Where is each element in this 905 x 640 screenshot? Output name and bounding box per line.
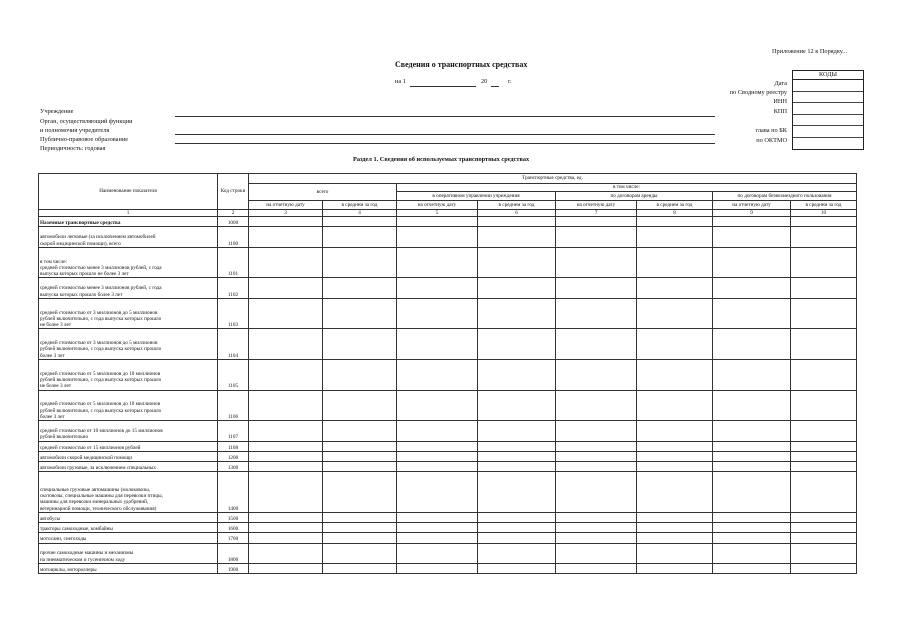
value-cell[interactable] xyxy=(713,217,791,227)
sub-header-date: на отчетную дату xyxy=(397,201,478,210)
codes-label-kpp: КПП xyxy=(773,108,787,115)
column-number: 8 xyxy=(637,210,713,217)
value-cell[interactable] xyxy=(323,360,397,391)
value-cell[interactable] xyxy=(713,533,791,543)
value-cell[interactable] xyxy=(323,421,397,441)
value-cell[interactable] xyxy=(249,217,323,227)
row-label-line: рублей включительно xyxy=(40,434,89,441)
column-number: 1 xyxy=(39,210,218,217)
row-label-line: средней стоимостью менее 3 миллионов рублей, с года xyxy=(40,285,162,292)
value-cell[interactable] xyxy=(791,217,857,227)
codes-title: КОДЫ xyxy=(793,71,863,80)
value-cell[interactable] xyxy=(556,217,637,227)
authority-field[interactable] xyxy=(175,134,715,135)
value-cell[interactable] xyxy=(791,441,857,451)
value-cell[interactable] xyxy=(478,472,556,513)
row-label xyxy=(39,421,218,441)
row-code: 1200 xyxy=(218,451,249,461)
row-label-line: прочие самоходные машины и механизмы xyxy=(40,550,134,557)
value-cell[interactable] xyxy=(478,543,556,563)
value-cell[interactable] xyxy=(397,227,478,247)
row-label xyxy=(39,451,218,461)
value-cell[interactable] xyxy=(397,329,478,360)
value-cell[interactable] xyxy=(478,451,556,461)
code-cell-registry[interactable] xyxy=(793,92,863,104)
value-cell[interactable] xyxy=(323,278,397,298)
column-number: 10 xyxy=(791,210,857,217)
row-label xyxy=(39,533,218,543)
row-label-line: выпуска которых прошло более 3 лет xyxy=(40,291,123,298)
row-label xyxy=(39,217,218,227)
code-cell-inn[interactable] xyxy=(793,103,863,115)
value-cell[interactable] xyxy=(323,523,397,533)
row-label xyxy=(39,278,218,298)
row-code: 1900 xyxy=(218,563,249,573)
value-cell[interactable] xyxy=(637,360,713,391)
value-cell[interactable] xyxy=(478,563,556,573)
codes-label-bk: глава по БК xyxy=(755,127,787,134)
sub-header-avg: в среднем за год xyxy=(478,201,556,210)
table-row xyxy=(39,533,857,543)
value-cell[interactable] xyxy=(637,278,713,298)
value-cell[interactable] xyxy=(323,390,397,421)
row-code: 1600 xyxy=(218,523,249,533)
row-label-line: средней стоимостью от 5 миллионов до 10 миллионов xyxy=(40,401,161,408)
value-cell[interactable] xyxy=(478,217,556,227)
value-cell[interactable] xyxy=(397,421,478,441)
legal-entity-label: Публично-правовое образование xyxy=(40,136,128,143)
row-code: 1106 xyxy=(218,390,249,421)
value-cell[interactable] xyxy=(478,421,556,441)
value-cell[interactable] xyxy=(249,227,323,247)
value-cell[interactable] xyxy=(713,563,791,573)
row-code: 1102 xyxy=(218,278,249,298)
value-cell[interactable] xyxy=(323,217,397,227)
value-cell[interactable] xyxy=(249,421,323,441)
date-prefix: на 1 xyxy=(395,78,406,85)
value-cell[interactable] xyxy=(249,298,323,329)
value-cell[interactable] xyxy=(397,533,478,543)
transport-table xyxy=(38,173,857,574)
value-cell[interactable] xyxy=(791,462,857,472)
row-label xyxy=(39,512,218,522)
value-cell[interactable] xyxy=(556,523,637,533)
value-cell[interactable] xyxy=(637,298,713,329)
value-cell[interactable] xyxy=(397,298,478,329)
value-cell[interactable] xyxy=(556,329,637,360)
value-cell[interactable] xyxy=(397,278,478,298)
value-cell[interactable] xyxy=(713,227,791,247)
value-cell[interactable] xyxy=(637,462,713,472)
sub-header-date: на отчетную дату xyxy=(556,201,637,210)
value-cell[interactable] xyxy=(556,278,637,298)
row-label xyxy=(39,329,218,360)
value-cell[interactable] xyxy=(637,227,713,247)
value-cell[interactable] xyxy=(556,441,637,451)
value-cell[interactable] xyxy=(791,247,857,278)
table-row xyxy=(39,360,857,391)
value-cell[interactable] xyxy=(478,329,556,360)
row-label-line: тракторы самоходные, комбайны xyxy=(40,526,113,533)
value-cell[interactable] xyxy=(397,543,478,563)
row-code: 1500 xyxy=(218,512,249,522)
codes-label-inn: ИНН xyxy=(773,98,787,105)
value-cell[interactable] xyxy=(713,298,791,329)
total-header: всего xyxy=(249,184,397,201)
row-label xyxy=(39,360,218,391)
value-cell[interactable] xyxy=(556,462,637,472)
table-row xyxy=(39,462,857,472)
row-label-line: машины для перевозки минеральных удобрений, xyxy=(40,499,149,506)
value-cell[interactable] xyxy=(323,451,397,461)
institution-label: Учреждение xyxy=(40,108,74,115)
legal-entity-field[interactable] xyxy=(175,143,715,144)
group-header-lease: по договорам аренды xyxy=(556,192,713,201)
value-cell[interactable] xyxy=(397,360,478,391)
row-code: 1101 xyxy=(218,247,249,278)
value-cell[interactable] xyxy=(249,563,323,573)
value-cell[interactable] xyxy=(556,512,637,522)
value-cell[interactable] xyxy=(556,533,637,543)
section-title: Раздел 1. Сведения об используемых транспортных средствах xyxy=(353,156,530,163)
page-title: Сведения о транспортных средствах xyxy=(395,60,528,69)
value-cell[interactable] xyxy=(323,512,397,522)
value-cell[interactable] xyxy=(249,247,323,278)
sub-header-avg: в среднем за год xyxy=(791,201,857,210)
value-cell[interactable] xyxy=(791,227,857,247)
value-cell[interactable] xyxy=(249,472,323,513)
row-code: 1104 xyxy=(218,329,249,360)
value-cell[interactable] xyxy=(397,247,478,278)
value-cell[interactable] xyxy=(556,227,637,247)
row-label xyxy=(39,523,218,533)
row-code: 1000 xyxy=(218,217,249,227)
row-label-line: мотосани, снегоходы xyxy=(40,536,87,543)
table-row xyxy=(39,451,857,461)
value-cell[interactable] xyxy=(637,390,713,421)
row-label-line: на пневматическом и гусеничном ходу xyxy=(40,556,126,563)
value-cell[interactable] xyxy=(323,533,397,543)
value-cell[interactable] xyxy=(397,523,478,533)
value-cell[interactable] xyxy=(249,441,323,451)
value-cell[interactable] xyxy=(791,543,857,563)
col-name-header: Наименование показателя xyxy=(39,174,218,210)
date-day-month-blank[interactable] xyxy=(410,86,476,87)
date-year-label: 20 xyxy=(481,78,488,85)
value-cell[interactable] xyxy=(397,441,478,451)
value-cell[interactable] xyxy=(556,360,637,391)
row-label xyxy=(39,390,218,421)
value-cell[interactable] xyxy=(323,329,397,360)
row-label-line: не более 3 лет xyxy=(40,383,72,390)
value-cell[interactable] xyxy=(478,227,556,247)
row-code: 1103 xyxy=(218,298,249,329)
sub-header-date: на отчетную дату xyxy=(249,201,323,210)
table-row xyxy=(39,563,857,573)
row-code: 1100 xyxy=(218,227,249,247)
row-label-line: средней стоимостью от 15 миллионов рублей xyxy=(40,444,141,451)
row-label-line: не более 3 лет xyxy=(40,322,72,329)
value-cell[interactable] xyxy=(323,563,397,573)
column-number: 5 xyxy=(397,210,478,217)
value-cell[interactable] xyxy=(478,247,556,278)
value-cell[interactable] xyxy=(323,472,397,513)
value-cell[interactable] xyxy=(323,543,397,563)
value-cell[interactable] xyxy=(478,441,556,451)
column-number: 6 xyxy=(478,210,556,217)
value-cell[interactable] xyxy=(556,543,637,563)
value-cell[interactable] xyxy=(713,421,791,441)
value-cell[interactable] xyxy=(249,523,323,533)
table-row xyxy=(39,278,857,298)
value-cell[interactable] xyxy=(713,329,791,360)
row-label xyxy=(39,462,218,472)
transport-header: Транспортные средства, ед. xyxy=(249,174,857,184)
row-label-line: Наземные транспортные средства xyxy=(40,220,121,227)
authority-label-1: Орган, осуществляющий функции xyxy=(40,118,133,125)
value-cell[interactable] xyxy=(637,533,713,543)
row-label-line: средней стоимостью менее 3 миллионов рублей, с года xyxy=(40,264,162,271)
sub-header-avg: в среднем за год xyxy=(323,201,397,210)
table-row xyxy=(39,217,857,227)
value-cell[interactable] xyxy=(637,543,713,563)
value-cell[interactable] xyxy=(323,441,397,451)
code-cell-date[interactable] xyxy=(793,80,863,92)
value-cell[interactable] xyxy=(637,217,713,227)
row-label xyxy=(39,563,218,573)
value-cell[interactable] xyxy=(556,472,637,513)
row-label xyxy=(39,472,218,513)
value-cell[interactable] xyxy=(397,462,478,472)
value-cell[interactable] xyxy=(637,421,713,441)
code-cell-bk[interactable] xyxy=(793,126,863,138)
table-row xyxy=(39,298,857,329)
value-cell[interactable] xyxy=(713,247,791,278)
value-cell[interactable] xyxy=(791,421,857,441)
row-label-line: выпуска которых прошло не более 3 лет xyxy=(40,271,129,278)
value-cell[interactable] xyxy=(556,247,637,278)
codes-label-date: Дата xyxy=(774,80,787,87)
appendix-note: Приложение 12 к Порядку... xyxy=(772,48,848,55)
table-row xyxy=(39,523,857,533)
table-row xyxy=(39,247,857,278)
authority-label-2: и полномочия учредителя xyxy=(40,127,110,134)
value-cell[interactable] xyxy=(713,512,791,522)
table-row xyxy=(39,421,857,441)
row-code: 1105 xyxy=(218,360,249,391)
row-code: 1700 xyxy=(218,533,249,543)
row-label-line: рублей включительно, с года выпуска которых прошло xyxy=(40,407,162,414)
table-row xyxy=(39,390,857,421)
value-cell[interactable] xyxy=(791,390,857,421)
date-year-blank[interactable] xyxy=(491,86,499,87)
value-cell[interactable] xyxy=(637,441,713,451)
row-label-line: ветеринарной помощи, технического обслуживания) xyxy=(40,505,157,512)
row-label-line: более 3 лет xyxy=(40,352,65,359)
value-cell[interactable] xyxy=(713,472,791,513)
column-number: 2 xyxy=(218,210,249,217)
value-cell[interactable] xyxy=(249,390,323,421)
col-code-header: Код строки xyxy=(218,174,249,210)
row-label xyxy=(39,441,218,451)
value-cell[interactable] xyxy=(637,523,713,533)
value-cell[interactable] xyxy=(249,462,323,472)
value-cell[interactable] xyxy=(637,451,713,461)
code-cell-kpp[interactable] xyxy=(793,115,863,127)
value-cell[interactable] xyxy=(249,512,323,522)
value-cell[interactable] xyxy=(323,247,397,278)
row-label-line: в том числе: xyxy=(40,258,68,265)
value-cell[interactable] xyxy=(637,472,713,513)
value-cell[interactable] xyxy=(249,360,323,391)
value-cell[interactable] xyxy=(713,523,791,533)
value-cell[interactable] xyxy=(478,278,556,298)
value-cell[interactable] xyxy=(713,278,791,298)
column-number: 3 xyxy=(249,210,323,217)
value-cell[interactable] xyxy=(478,360,556,391)
value-cell[interactable] xyxy=(713,543,791,563)
value-cell[interactable] xyxy=(637,247,713,278)
value-cell[interactable] xyxy=(637,329,713,360)
row-label xyxy=(39,247,218,278)
row-label-line: более 3 лет xyxy=(40,413,65,420)
value-cell[interactable] xyxy=(713,462,791,472)
value-cell[interactable] xyxy=(249,543,323,563)
value-cell[interactable] xyxy=(713,360,791,391)
row-label-line: скорой медицинской помощи), всего xyxy=(40,240,121,247)
row-code: 1108 xyxy=(218,441,249,451)
value-cell[interactable] xyxy=(791,451,857,461)
value-cell[interactable] xyxy=(713,441,791,451)
value-cell[interactable] xyxy=(249,451,323,461)
institution-field[interactable] xyxy=(175,116,715,117)
value-cell[interactable] xyxy=(323,298,397,329)
value-cell[interactable] xyxy=(478,533,556,543)
group-header-operational: в оперативном управлении учреждения xyxy=(397,192,556,201)
value-cell[interactable] xyxy=(478,390,556,421)
row-label xyxy=(39,543,218,563)
value-cell[interactable] xyxy=(249,329,323,360)
column-number: 7 xyxy=(556,210,637,217)
value-cell[interactable] xyxy=(397,451,478,461)
row-code: 1800 xyxy=(218,543,249,563)
row-code: 1107 xyxy=(218,421,249,441)
value-cell[interactable] xyxy=(323,462,397,472)
row-label-line: мотоциклы, мотороллеры xyxy=(40,566,97,573)
row-label-line: специальные грузовые автомашины (молоковозы, xyxy=(40,486,151,493)
value-cell[interactable] xyxy=(713,390,791,421)
value-cell[interactable] xyxy=(397,390,478,421)
value-cell[interactable] xyxy=(637,563,713,573)
row-code: 1400 xyxy=(218,472,249,513)
table-row xyxy=(39,512,857,522)
code-cell-oktmo[interactable] xyxy=(793,138,863,149)
value-cell[interactable] xyxy=(791,533,857,543)
value-cell[interactable] xyxy=(556,421,637,441)
codes-box xyxy=(792,70,864,150)
value-cell[interactable] xyxy=(478,523,556,533)
row-code: 1300 xyxy=(218,462,249,472)
column-number: 4 xyxy=(323,210,397,217)
row-label-line: скотовозы, специальные машины для перевозки птицы, xyxy=(40,493,163,500)
value-cell[interactable] xyxy=(791,329,857,360)
table-row xyxy=(39,441,857,451)
row-label-line: автобусы xyxy=(40,515,61,522)
value-cell[interactable] xyxy=(397,563,478,573)
row-label-line: средней стоимостью от 3 миллионов до 5 миллионов xyxy=(40,340,158,347)
value-cell[interactable] xyxy=(249,278,323,298)
value-cell[interactable] xyxy=(249,533,323,543)
value-cell[interactable] xyxy=(478,298,556,329)
row-label-line: рублей включительно, с года выпуска которых прошло xyxy=(40,315,162,322)
value-cell[interactable] xyxy=(637,512,713,522)
value-cell[interactable] xyxy=(791,563,857,573)
date-suffix: г. xyxy=(508,78,512,85)
value-cell[interactable] xyxy=(791,360,857,391)
value-cell[interactable] xyxy=(478,512,556,522)
value-cell[interactable] xyxy=(713,451,791,461)
value-cell[interactable] xyxy=(478,462,556,472)
row-label-line: рублей включительно, с года выпуска которых прошло xyxy=(40,346,162,353)
value-cell[interactable] xyxy=(323,227,397,247)
value-cell[interactable] xyxy=(791,523,857,533)
value-cell[interactable] xyxy=(556,298,637,329)
value-cell[interactable] xyxy=(397,512,478,522)
table-row xyxy=(39,329,857,360)
row-label-line: средней стоимостью от 5 миллионов до 10 миллионов xyxy=(40,370,161,377)
table-row xyxy=(39,472,857,513)
value-cell[interactable] xyxy=(791,512,857,522)
codes-label-oktmo: по ОКТМО xyxy=(756,137,787,144)
row-label-line: средней стоимостью от 3 миллионов до 5 миллионов xyxy=(40,309,158,316)
column-number: 9 xyxy=(713,210,791,217)
value-cell[interactable] xyxy=(556,563,637,573)
value-cell[interactable] xyxy=(397,217,478,227)
row-label-line: автомобили грузовые, за исключением специальных xyxy=(40,464,156,471)
codes-label-registry: по Сводному реестру xyxy=(729,89,787,96)
value-cell[interactable] xyxy=(397,472,478,513)
periodicity-label: Периодичность: годовая xyxy=(40,145,106,152)
value-cell[interactable] xyxy=(556,451,637,461)
row-label-line: рублей включительно, с года выпуска которых прошло xyxy=(40,377,162,384)
row-label xyxy=(39,298,218,329)
sub-header-date: на отчетную дату xyxy=(713,201,791,210)
sub-header-avg: в среднем за год xyxy=(637,201,713,210)
value-cell[interactable] xyxy=(791,278,857,298)
incl-header: в том числе: xyxy=(397,184,857,192)
table-row xyxy=(39,543,857,563)
table-row xyxy=(39,227,857,247)
value-cell[interactable] xyxy=(791,298,857,329)
group-header-free-use: по договорам безвозмездного пользования xyxy=(713,192,857,201)
value-cell[interactable] xyxy=(791,472,857,513)
row-label-line: средней стоимостью от 10 миллионов до 15 миллионов xyxy=(40,428,163,435)
row-label-line: автомобили скорой медицинской помощи xyxy=(40,454,133,461)
row-label-line: автомобили легковые (за исключением автомобилей xyxy=(40,234,156,241)
value-cell[interactable] xyxy=(556,390,637,421)
row-label xyxy=(39,227,218,247)
